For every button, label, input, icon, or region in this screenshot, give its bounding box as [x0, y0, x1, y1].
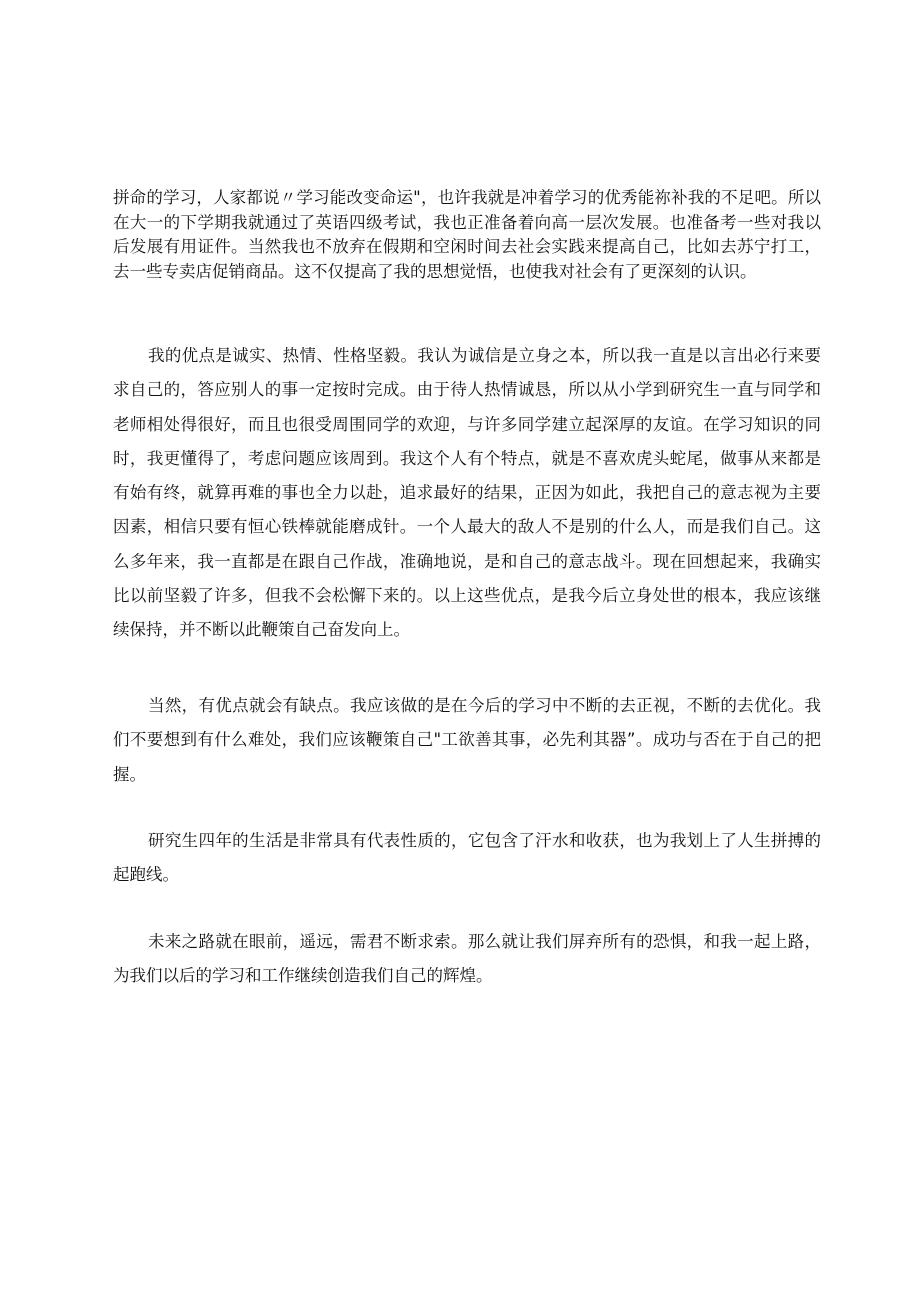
paragraph-strengths: 我的优点是诚实、热情、性格坚毅。我认为诚信是立身之本，所以我一直是以言出必行来要求自己的，答应别人的事一定按时完成。由于待人热情诚恳，所以从小学到研究生一直与同学和老师相处得很好，而且也很受周围同学的欢迎，与许多同学建立起深厚的友谊。在学习知识的同时，我更懂得了，考虑问题应该周到。我这个人有个特点，就是不喜欢虎头蛇尾，做事从来都是有始有终，就算再难的事也全力以赴，追求最好的结果，正因为如此，我把自己的意志视为主要因素，相信只要有恒心铁棒就能磨成针。一个人最大的敌人不是别的什么人，而是我们自己。这么多年来，我一直都是在跟自己作战，准确地说，是和自己的意志战斗。现在回想起来，我确实比以前坚毅了许多，但我不会松懈下来的。以上这些优点，是我今后立身处世的根本，我应该继续保持，并不断以此鞭策自己奋发向上。: [113, 346, 821, 640]
paragraph-future: 未来之路就在眼前，遥远，需君不断求索。那么就让我们屏弃所有的恐惧，和我一起上路，为我们以后的学习和工作继续创造我们自己的辉煌。: [113, 932, 821, 986]
paragraph-graduate-life: 研究生四年的生活是非常具有代表性质的，它包含了汗水和收获，也为我划上了人生拼搏的起跑线。: [113, 831, 821, 885]
paragraph-study-and-practice: 拼命的学习，人家都说〃学习能改变命运"，也许我就是冲着学习的优秀能祢补我的不足吧。所以在大一的下学期我就通过了英语四级考试，我也正准备着向高一层次发展。也准备考一些对我以后发展有用证件。当然我也不放弃在假期和空闲时间去社会实践来提高自己，比如去苏宁打工，去一些专卖店促销商品。这不仅提高了我的思想觉悟，也使我对社会有了更深刻的认识。: [113, 188, 821, 281]
paragraph-weaknesses: 当然，有优点就会有缺点。我应该做的是在今后的学习中不断的去正视，不断的去优化。我们不要想到有什么难处，我们应该鞭策自己"工欲善其事，必先利其器”。成功与否在于自己的把握。: [113, 696, 821, 784]
